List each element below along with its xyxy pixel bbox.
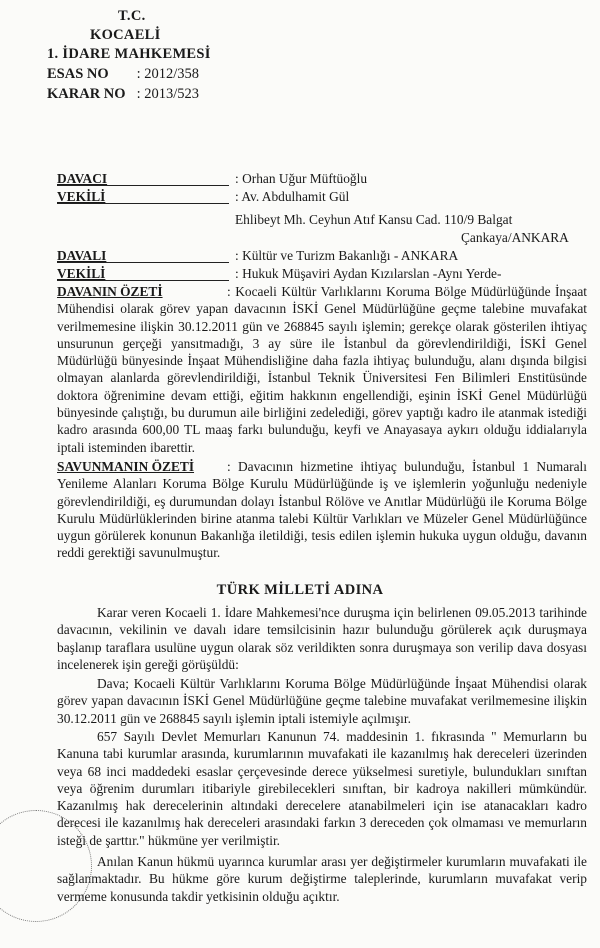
davaci-underline [57,185,229,186]
body-paragraph-4: Anılan Kanun hükmü uyarınca kurumlar arası yer değiştirmeler kurumların muvafakati ile sağlanmaktadır. Bu hükme göre kurum değiştirme taleplerinde, kurumların muvafakat verip vermeme konusunda takdir yetkisinin olduğu açıktır. [57,854,587,904]
header-city: KOCAELİ [90,27,161,43]
header-tc: T.C. [118,8,146,24]
davaci-label: DAVACI [57,171,108,186]
davanin-ozeti-text: : Kocaeli Kültür Varlıklarını Koruma Bölge Müdürlüğünde İnşaat Mühendisi olarak görev yapan davacının İSKİ Genel Müdürlüğüne geçme talebine muvafakat verilmemesine ilişkin 30.12.2011 gün ve 268845 sayılı işlemin; gerekçe olarak gösterilen ihtiyaç unsurunun gerçeği yansıtmadığı, 3 ay süre ile İstanbul da görevlendirildiği, İSKİ Genel Müdürlüğü bünyesinde İnşaat Mühendisliğine daha fazla ihtiyaç bulunduğu, alanı dışında bilgisi olmayan alanlarda görevlendirildiği, İstanbul Teknik Üniversitesi Fen Bilimleri Enstitüsünde doktora öğrenimine devam ettiği, eğitim hakkının engellendiği, eşinin İSKİ Genel Müdürlüğü bünyesinde çalıştığı, bu durumun aile birliğini zedelediği, görev yaptığı kadro ile atanmak istediği kadro arasında 600,00 TL maaş farkı bulunduğu, keyfi ve Anayasaya aykırı olduğu iddialarıyla iptali isteminden ibarettir. [57,284,587,455]
davanin-ozeti-section [57,283,587,456]
document-title: TÜRK MİLLETİ ADINA [216,582,384,598]
header-karar-row [47,86,199,103]
header-esas-row [47,66,199,83]
vekili1-label: VEKİLİ [57,189,106,204]
davali-label: DAVALI [57,248,107,263]
esas-value: : 2012/358 [136,66,200,82]
savunmanin-ozeti-text: : Davacının hizmetine ihtiyaç bulunduğu, İstanbul 1 Numaralı Yenileme Alanları Koruma Bölge Kurulu Müdürlüğünde iş ve işlemlerin yoğunluğu nedeniyle görevlendirildiği, eş durumundan dolayı İstanbul Rölöve ve Anıtlar Müdürlüğü ile Koruma Bölge Kurulu Müdürlüklerinden birine atanma talebi Kültür Varlıkları ve Müzeler Genel Müdürlüğünce uygun görülerek konunun Bakanlığa iletildiği, tesis edilen işlemin hukuka uygun olduğu, davanın reddi gerektiği savunulmuştur. [57,459,587,561]
davanin-ozeti-label: DAVANIN ÖZETİ [57,284,163,299]
esas-label: ESAS NO [47,66,109,82]
davali-underline [57,262,229,263]
davaci-value: : Orhan Uğur Müftüoğlu [235,171,368,186]
body-paragraph-3: 657 Sayılı Devlet Memurları Kanunun 74. maddesinin 1. fıkrasında " Memurların bu Kanuna tabi kurumlar arasında, kurumlarının muvafakati ile kazanılmış hak dereceleri üzerinden veya 68 inci maddedeki esaslar çerçevesinde derece yükselmesi suretiyle, bulundukları sınıftan veya öğrenim durumları itibariyle girebilecekleri sınıftan, bir kadroya nakilleri mümkündür. Kazanılmış hak derecelerinin altındaki derecelere atanabilmeleri için ise atanacakları kadro derecesi ile kazanılmış hak dereceleri arasındaki farkın 3 dereceden çok olmaması ve memurların isteği de şarttır." hükmüne yer verilmiştir. [57,729,587,848]
body-paragraph-2: Dava; Kocaeli Kültür Varlıklarını Koruma Bölge Müdürlüğünde İnşaat Mühendisi olarak görev yapan davacının İSKİ Genel Müdürlüğüne geçme talebine muvafakat verilmemesine ilişkin 30.12.2011 gün ve 268845 sayılı işlemin iptali istemiyle açılmışır. [57,676,587,726]
vekili1-value: : Av. Abdulhamit Gül [235,189,350,204]
savunmanin-ozeti-section [57,458,587,562]
vekili1-address-line1: Ehlibeyt Mh. Ceyhun Atıf Kansu Cad. 110/9 Balgat [235,212,513,227]
header-court: 1. İDARE MAHKEMESİ [47,46,211,62]
vekili1-underline [57,203,229,204]
vekili2-value: : Hukuk Müşaviri Aydan Kızılarslan -Aynı Yerde- [235,266,502,281]
body-paragraph-1: Karar veren Kocaeli 1. İdare Mahkemesi'nce duruşma için belirlenen 09.05.2013 tarihinde davacının, vekilinin ve davalı idare temsilcisinin hazır bulunduğu görülerek açık duruşmaya başlanıp taraflara usulüne uygun olarak söz verildikten sonra duruşmaya son verilip dava dosyası incelenerek işin gereği görüşüldü: [57,605,587,672]
karar-value: : 2013/523 [136,86,200,102]
vekili2-underline [57,280,229,281]
vekili1-address-line2: Çankaya/ANKARA [461,230,569,245]
davali-value: : Kültür ve Turizm Bakanlığı - ANKARA [235,248,459,263]
karar-label: KARAR NO [47,86,126,102]
savunmanin-ozeti-label: SAVUNMANIN ÖZETİ [57,459,195,474]
vekili2-label: VEKİLİ [57,266,106,281]
